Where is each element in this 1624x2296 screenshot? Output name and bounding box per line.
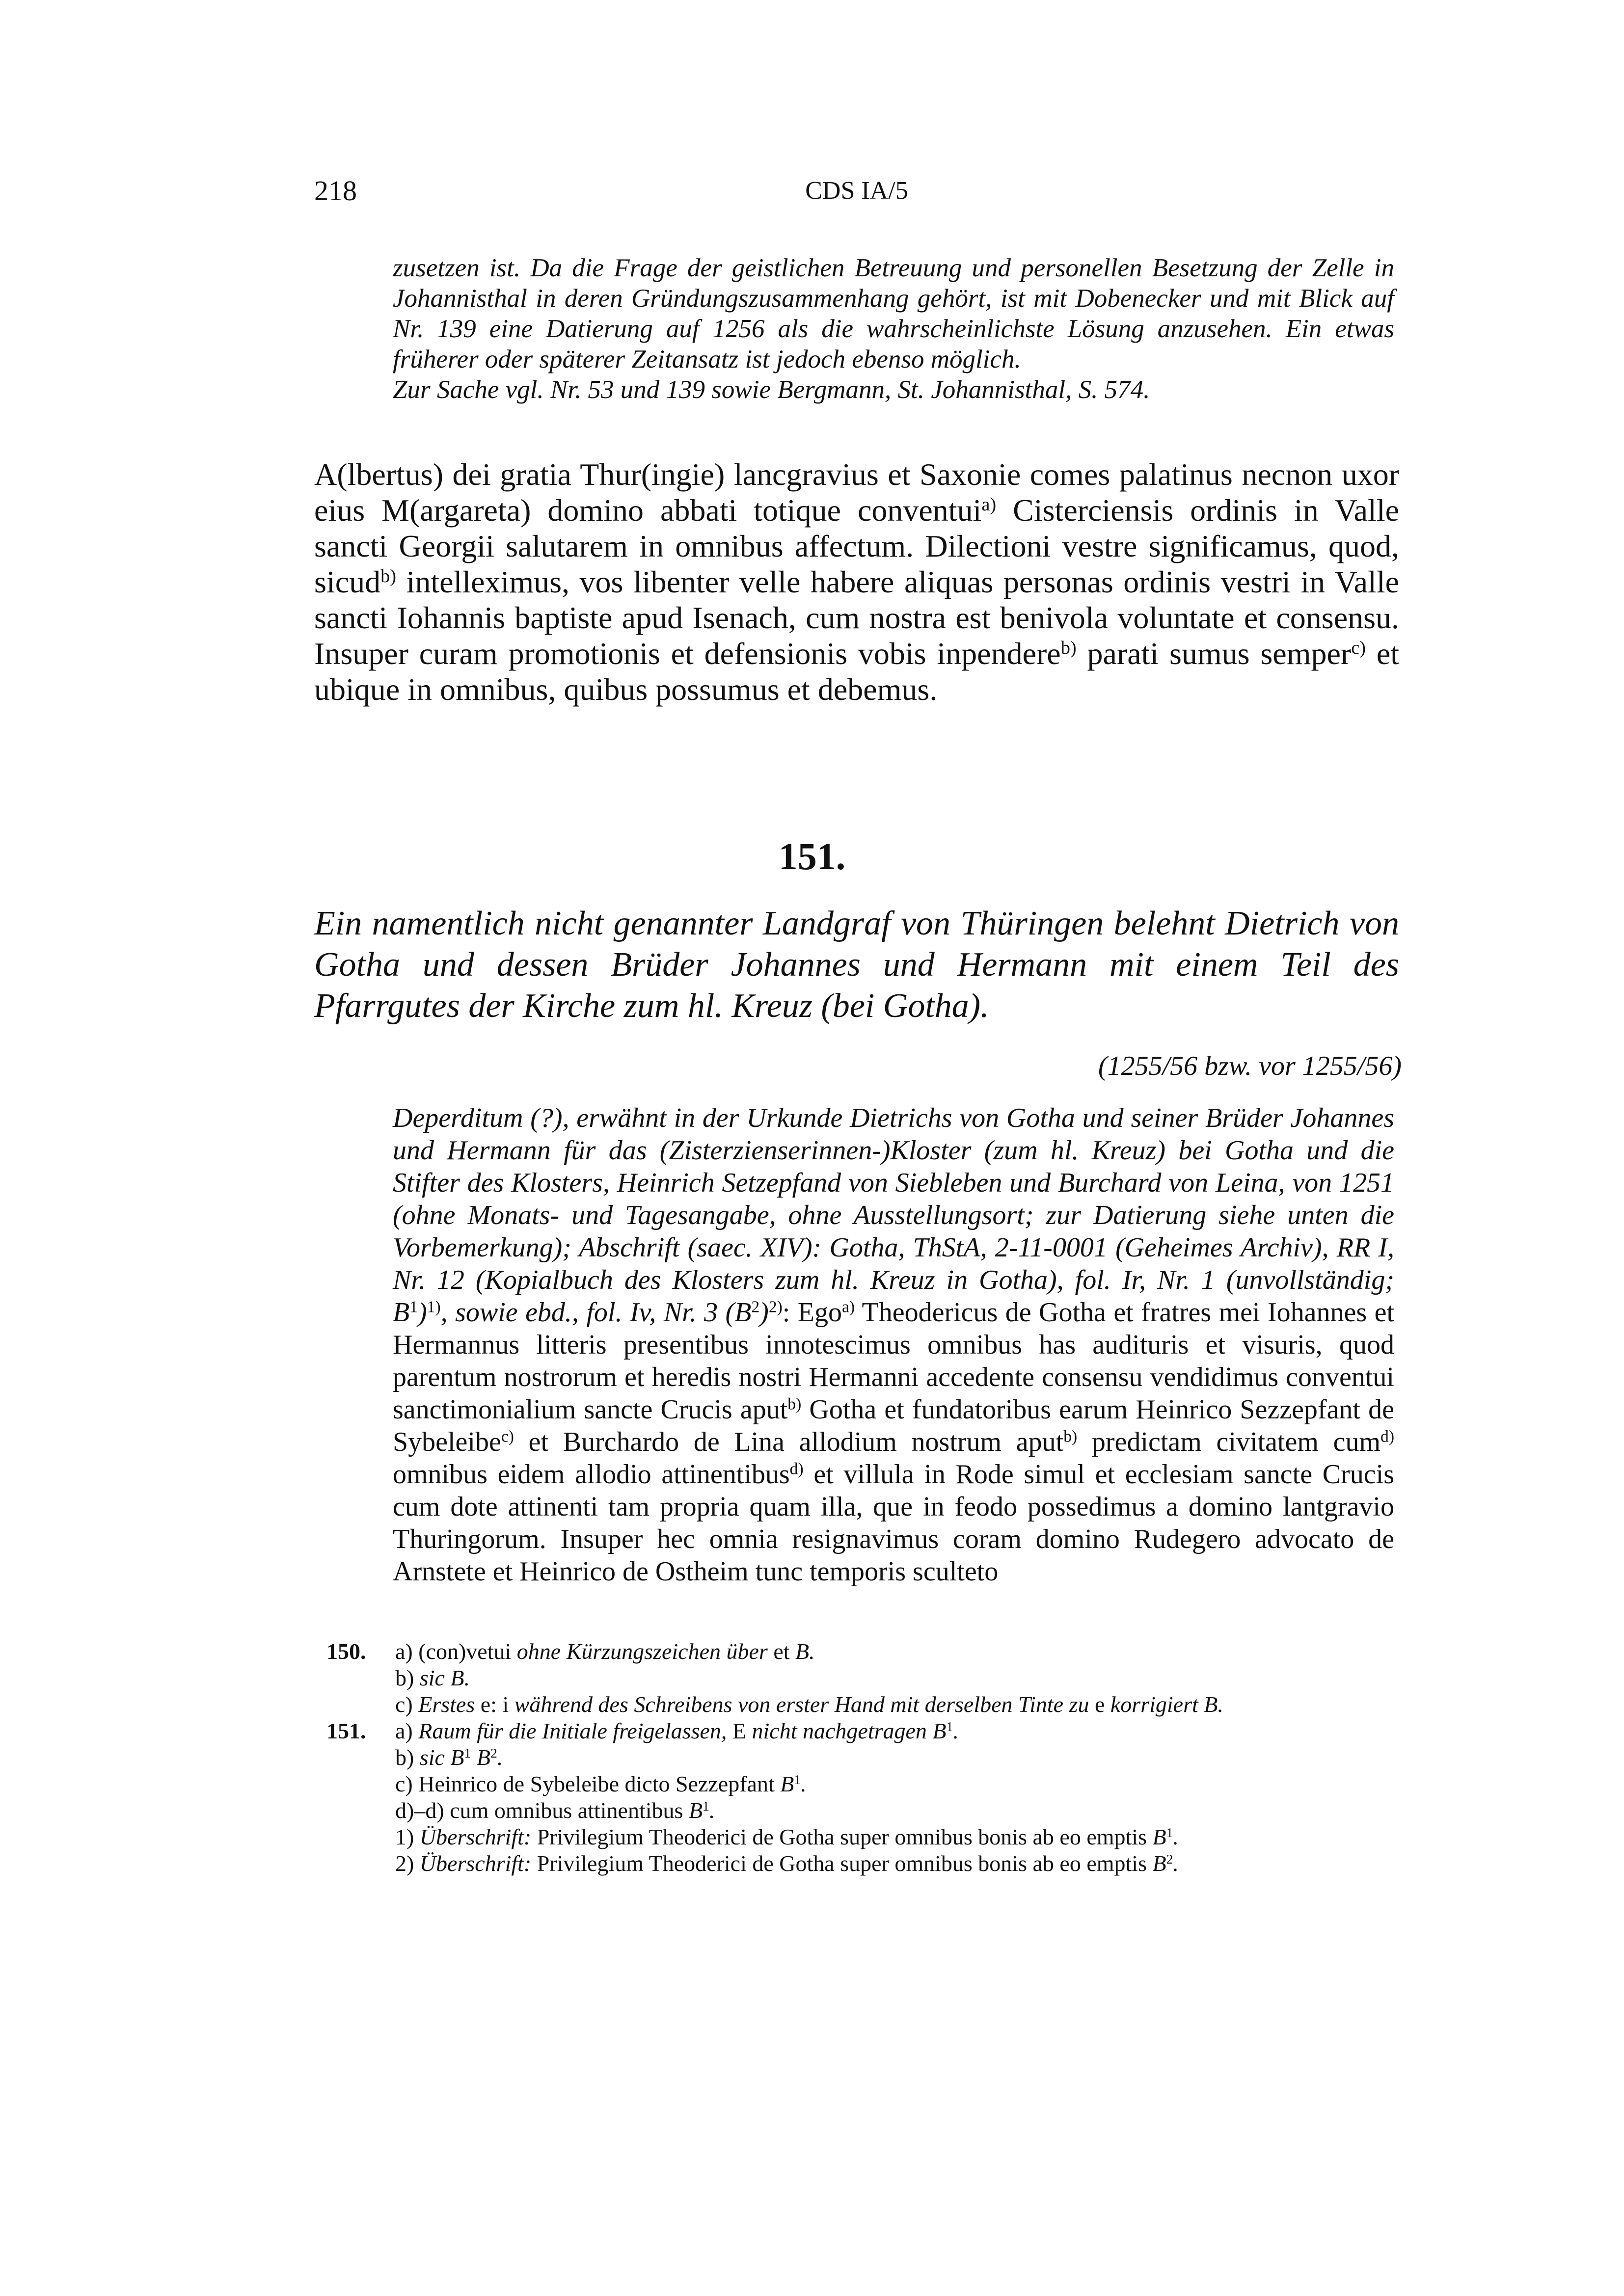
footnote-marker: a) [981, 494, 997, 515]
note-text: B [688, 1798, 703, 1823]
charter-150-text [314, 456, 1399, 707]
apparatus-group-150 [326, 1638, 1407, 1718]
footnote-marker: b) [1060, 637, 1077, 658]
note-text: nicht nachgetragen B [752, 1718, 947, 1743]
charter-text-segment: Cisterciensis ordinis in Valle sancti Georgii salutarem in omnibus affectum. Dilectioni vestre significamus, quod, sicud [314, 493, 1400, 599]
siglum-superscript: 2 [1166, 1851, 1173, 1867]
siglum-superscript: 1 [1166, 1824, 1173, 1840]
source-description: Deperditum (?), erwähnt in der Urkunde Dietrichs von Gotha und seiner Brüder Johannes und Hermann für das (Zisterzienserinnen-)Kloster (zum hl. Kreuz) bei Gotha und die Stifter des Klosters, Heinrich Setzepfand von Siebleben und Burchard von Leina, von 1251 (ohne Monats- und Tagesangabe, ohne Ausstellungsort; zur Datierung siehe unten die Vorbemerkung); Abschrift (saec. XIV): Gotha, ThStA, 2-11-0001 (Geheimes Archiv), RR I, Nr. 12 (Kopialbuch des Klosters zum hl. Kreuz in Gotha), fol. Ir, Nr. 1 (unvollständig; B [393, 1103, 1394, 1328]
siglum-superscript: 1 [464, 1745, 471, 1761]
footnote-marker: c) [1351, 637, 1366, 658]
note-key: c) [395, 1692, 419, 1717]
note-text: . [709, 1798, 715, 1823]
charter-text-segment: et ubique in omnibus, quibus possumus et debemus. [314, 636, 1400, 707]
note-text: B [1152, 1851, 1166, 1876]
footnote-marker: d) [1380, 1427, 1395, 1446]
note-text: sic B [419, 1745, 464, 1770]
note-text: Privilegium Theoderici de Gotha super omnibus bonis ab eo emptis [531, 1851, 1153, 1876]
charter-text-segment: A(lbertus) dei gratia Thur(ingie) lancgravius et Saxonie comes palatinus necnon uxor eius M(argareta) domino abbati totique conventui [314, 457, 1399, 528]
siglum-superscript: 2 [751, 1298, 760, 1316]
apparatus-note [395, 1824, 1407, 1850]
apparatus-group-151 [326, 1718, 1407, 1877]
apparatus-label: 151. [326, 1718, 366, 1743]
note-text: Heinrico de Sybeleibe dicto Sezzepfant [418, 1771, 781, 1796]
footnote-marker: 2) [768, 1298, 783, 1316]
note-text: korrigiert B. [1110, 1692, 1223, 1717]
note-text: e: i [475, 1692, 514, 1717]
siglum-superscript: 1 [946, 1718, 953, 1734]
running-title: CDS IA/5 [805, 177, 908, 205]
note-text: Raum für die Initiale freigelassen, [418, 1718, 727, 1743]
latin-text-segment: Gotha et fundatoribus earum Heinrico Sezzepfant de Sybeleibe [393, 1394, 1395, 1457]
footnote-marker: b) [787, 1395, 802, 1414]
apparatus-note [395, 1691, 1407, 1718]
note-text: et [767, 1639, 796, 1664]
note-text: cum omnibus attinentibus [450, 1798, 689, 1823]
commentary-reference: Zur Sache vgl. Nr. 53 und 139 sowie Bergmann, St. Johannisthal, S. 574. [393, 375, 1150, 404]
note-key: b) [395, 1745, 420, 1770]
page-number: 218 [314, 175, 357, 207]
siglum-superscript: 2 [490, 1745, 497, 1761]
note-text: . [953, 1718, 959, 1743]
note-text: . [1173, 1851, 1179, 1876]
siglum-superscript: 1 [794, 1771, 801, 1787]
apparatus-label: 150. [326, 1639, 366, 1664]
apparatus-note [395, 1665, 1407, 1691]
commentary-text: zusetzen ist. Da die Frage der geistlichen Betreuung und personellen Besetzung der Zelle in Johannisthal in deren Gründungszusammenhang gehört, ist mit Dobenecker und mit Blick auf Nr. 139 eine Datierung auf 1256 als die wahrscheinlichste Lösung anzusehen. Ein etwas früherer oder späterer Zeitansatz ist jedoch ebenso möglich. [393, 254, 1394, 374]
note-key: a) [395, 1718, 419, 1743]
apparatus-note [395, 1718, 1407, 1744]
latin-text-segment: Ego [797, 1297, 842, 1328]
note-text: B [1152, 1824, 1166, 1849]
document-number: 151. [778, 835, 846, 878]
note-text: E [727, 1718, 752, 1743]
footnote-marker: 1) [427, 1298, 441, 1316]
apparatus-note [395, 1797, 1407, 1824]
note-text: B [780, 1771, 794, 1796]
latin-text-segment: et Burchardo de Lina allodium nostrum aput [514, 1427, 1064, 1457]
note-text: . [497, 1745, 503, 1770]
deperditum-paragraph [393, 1102, 1394, 1588]
regest-heading [314, 903, 1399, 1027]
note-text: Privilegium Theoderici de Gotha super omnibus bonis ab eo emptis [531, 1824, 1153, 1849]
regest-text: Ein namentlich nicht genannter Landgraf von Thüringen belehnt Dietrich von Gotha und dessen Brüder Johannes und Hermann mit einem Teil des Pfarrgutes der Kirche zum hl. Kreuz (bei Gotha). [314, 905, 1399, 1025]
note-text: Überschrift: [419, 1824, 532, 1849]
note-text: B. [795, 1639, 815, 1664]
charter-text-segment: parati sumus semper [1076, 636, 1352, 671]
footnote-marker: d) [789, 1460, 804, 1478]
note-text: ohne Kürzungszeichen über [516, 1639, 768, 1664]
note-text: e [1089, 1692, 1110, 1717]
note-text: . [1173, 1824, 1179, 1849]
latin-text-segment: omnibus eidem allodio attinentibus [393, 1459, 790, 1490]
latin-text-segment: predictam civitatem cum [1077, 1427, 1381, 1457]
note-text: . [801, 1771, 807, 1796]
footnote-marker: b) [1063, 1427, 1078, 1446]
note-text: Überschrift: [419, 1851, 532, 1876]
siglum-superscript: 1 [703, 1798, 709, 1814]
note-text: während des Schreibens von erster Hand mit derselben Tinte zu [514, 1692, 1089, 1717]
latin-text-segment: Theodericus de Gotha et fratres mei Iohannes et Hermannus litteris presentibus innotescimus omnibus has audituris et visuris, quod parentum nostrorum et heredis nostri Hermanni accedente consensu vendidimus conventui sanctimonialium sancte Crucis aput [393, 1297, 1395, 1425]
note-text: B [471, 1745, 490, 1770]
note-text: Erstes [418, 1692, 475, 1717]
footnote-marker: c) [501, 1427, 514, 1446]
document-dating: (1255/56 bzw. vor 1255/56) [1098, 1051, 1402, 1081]
footnote-marker: b) [380, 565, 397, 587]
charter-text-segment: intelleximus, vos libenter velle habere aliquas personas ordinis vestri in Valle sancti Iohannis baptiste apud Isenach, cum nostra est benivola voluntate et consensu. Insuper curam promotionis et defensionis vobis inpendere [314, 564, 1399, 671]
critical-apparatus [326, 1638, 1407, 1877]
note-key: d)–d) [395, 1798, 450, 1823]
note-key: b) [395, 1665, 420, 1690]
latin-text-segment: et villula in Rode simul et ecclesiam sancte Crucis cum dote attinenti tam propria quam illa, que in feodo possedimus a domino lantgravio Thuringorum. Insuper hec omnia resignavimus coram domino Rudegero advocato de Arnstete et Heinrico de Ostheim tunc temporis sculteto [393, 1459, 1394, 1587]
note-key: c) [395, 1771, 419, 1796]
apparatus-note [395, 1771, 1407, 1797]
apparatus-note [395, 1850, 1407, 1877]
running-header [314, 174, 1399, 214]
source-description-cont: , sowie ebd., fol. Iv, Nr. 3 (B [440, 1297, 752, 1328]
colon: : [782, 1297, 798, 1328]
paren-close: ) [759, 1297, 769, 1328]
apparatus-note [395, 1744, 1407, 1771]
preliminary-note [393, 253, 1394, 405]
note-text: sic B. [419, 1665, 470, 1690]
paren-close: ) [418, 1297, 427, 1328]
siglum-superscript: 1 [409, 1298, 418, 1316]
note-text: (con)vetui [418, 1639, 517, 1664]
note-key: 1) [395, 1824, 420, 1849]
footnote-marker: a) [842, 1298, 855, 1316]
note-key: 2) [395, 1851, 420, 1876]
note-key: a) [395, 1639, 419, 1664]
apparatus-note [395, 1638, 1407, 1665]
